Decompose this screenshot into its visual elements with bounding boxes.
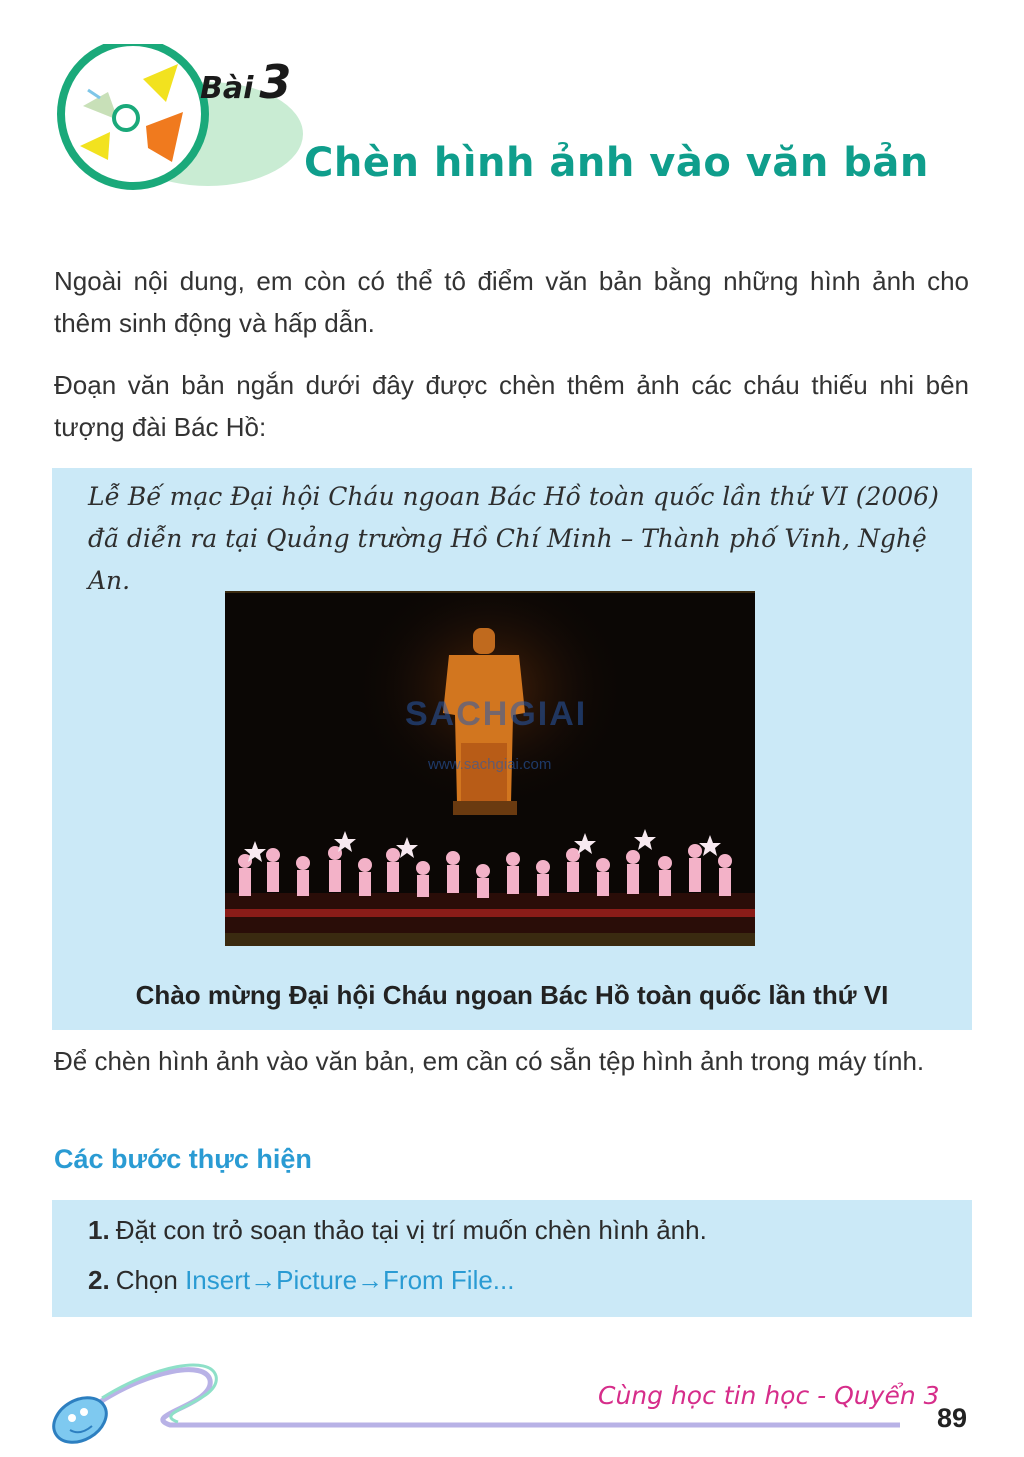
photo-caption: Chào mừng Đại hội Cháu ngoan Bác Hồ toàn quốc lần thứ VI	[135, 980, 889, 1010]
step-2-menu-path: Insert→Picture→From File...	[185, 1265, 515, 1295]
step-1	[88, 1215, 707, 1246]
page-number: 89	[937, 1403, 968, 1433]
lesson-word: Bài	[200, 71, 254, 106]
steps-heading: Các bước thực hiện	[54, 1144, 312, 1174]
photo-watermark-url: www.sachgiai.com	[428, 756, 552, 773]
intro-paragraph-2: Đoạn văn bản ngắn dưới đây được chèn thêm ảnh các cháu thiếu nhi bên tượng đài Bác Hồ:	[54, 370, 969, 442]
after-example-paragraph: Để chèn hình ảnh vào văn bản, em cần có sẵn tệp hình ảnh trong máy tính.	[54, 1046, 925, 1076]
example-text	[88, 476, 948, 602]
book-title: Cùng học tin học - Quyển 3	[598, 1381, 940, 1410]
lesson-number	[200, 55, 291, 109]
intro-paragraph-1: Ngoài nội dung, em còn có thể tô điểm văn bản bằng những hình ảnh cho thêm sinh động và hấp dẫn.	[54, 266, 969, 338]
step-1-number: 1.	[88, 1215, 110, 1245]
lesson-title: Chèn hình ảnh vào văn bản	[304, 140, 929, 186]
step-1-text: Đặt con trỏ soạn thảo tại vị trí muốn chèn hình ảnh.	[115, 1215, 707, 1245]
step-2-text: Chọn	[115, 1265, 178, 1295]
step-2	[88, 1265, 514, 1296]
example-text-line-1: Lễ Bế mạc Đại hội Cháu ngoan Bác Hồ toàn quốc lần thứ VI (2006)	[88, 482, 939, 511]
example-text-line-2: đã diễn ra tại Quảng trường Hồ Chí Minh – Thành phố Vinh, Nghệ An.	[88, 524, 927, 595]
lesson-number-value: 3	[259, 55, 292, 109]
step-2-number: 2.	[88, 1265, 110, 1295]
photo-watermark: SACHGIAI	[405, 695, 588, 733]
